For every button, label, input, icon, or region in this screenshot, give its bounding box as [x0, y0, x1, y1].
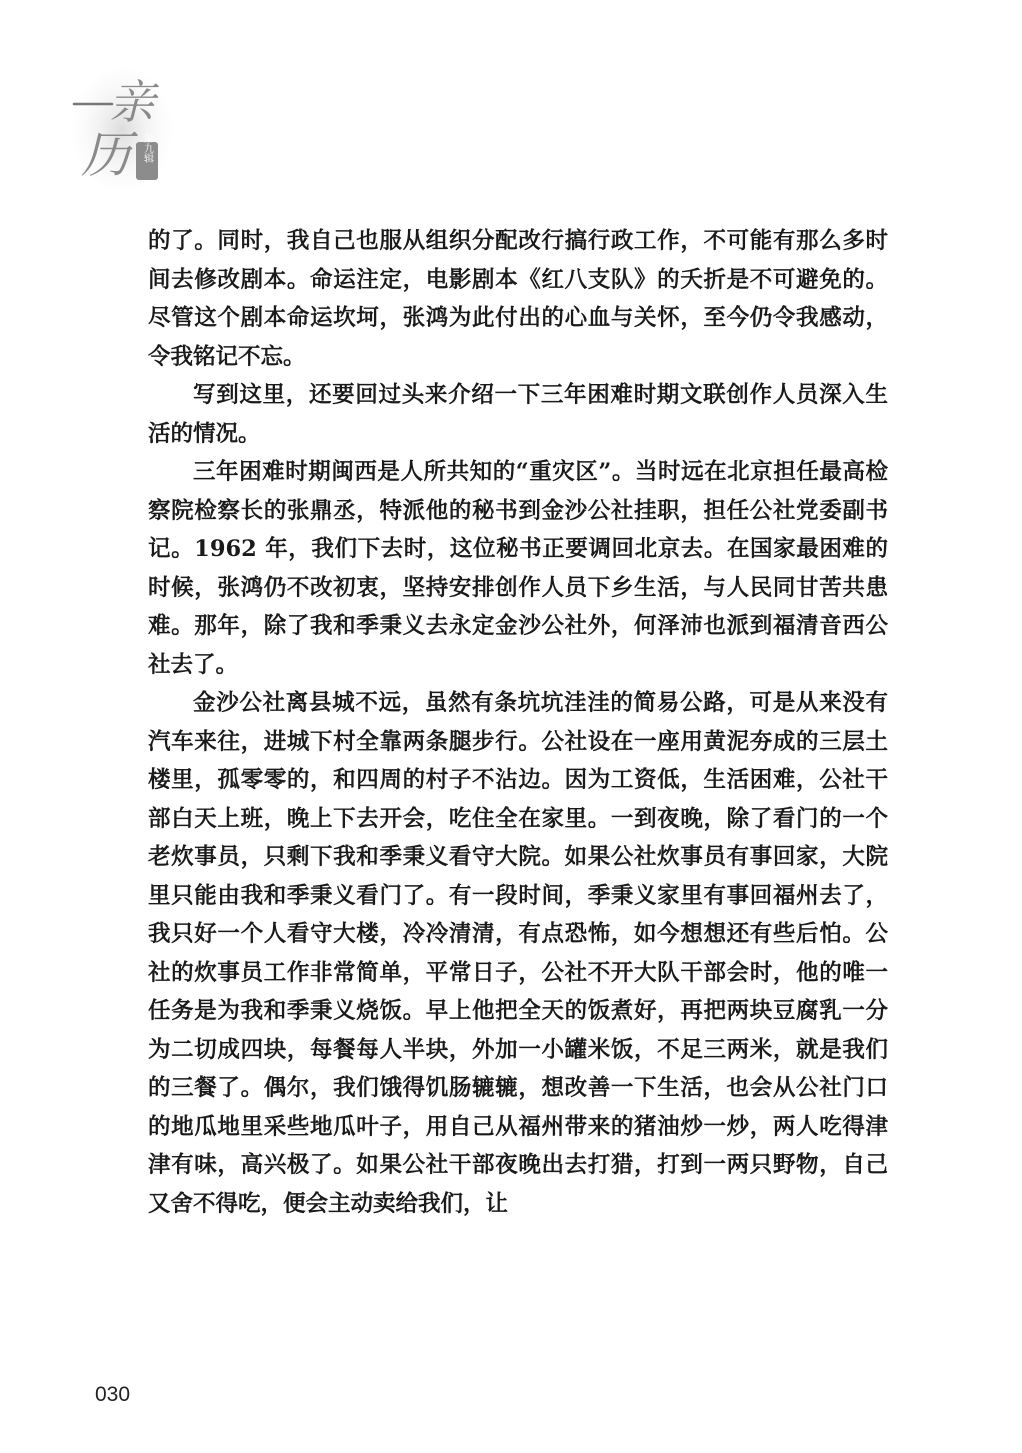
paragraph-4: 金沙公社离县城不远，虽然有条坑坑洼洼的简易公路，可是从来没有汽车来往，进城下村全靠两条腿步行。公社设在一座用黄泥夯成的三层土楼里，孤零零的，和四周的村子不沾边。因为工资低，生活困难，公社干部白天上班，晚上下去开会，吃住全在家里。一到夜晚，除了看门的一个老炊事员，只剩下我和季秉义看守大院。如果公社炊事员有事回家，大院里只能由我和季秉义看门了。有一段时间，季秉义家里有事回福州去了，我只好一个人看守大楼，冷冷清清，有点恐怖，如今想想还有些后怕。公社的炊事员工作非常简单，平常日子，公社不开大队干部会时，他的唯一任务是为我和季秉义烧饭。早上他把全天的饭煮好，再把两块豆腐乳一分为二切成四块，每餐每人半块，外加一小罐米饭，不足三两米，就是我们的三餐了。偶尔，我们饿得饥肠辘辘，想改善一下生活，也会从公社门口的地瓜地里采些地瓜叶子，用自己从福州带来的猪油炒一炒，两人吃得津津有味，高兴极了。如果公社干部夜晚出去打猎，打到一两只野物，自己又舍不得吃，便会主动卖给我们，让 [148, 690, 888, 1217]
logo-badge: 第九辑 [141, 133, 153, 163]
paragraph-1: 的了。同时，我自己也服从组织分配改行搞行政工作，不可能有那么多时间去修改剧本。命运注定，电影剧本《红八支队》的夭折是不可避免的。尽管这个剧本命运坎坷，张鸿为此付出的心血与关怀，至今仍令我感动，令我铭记不忘。 [148, 228, 888, 370]
body-text [148, 222, 888, 1223]
paragraph-3: 三年困难时期闽西是人所共知的“重灾区”。当时远在北京担任最高检察院检察长的张鼎丞，特派他的秘书到金沙公社挂职，担任公社党委副书记。1962 年，我们下去时，这位秘书正要调回北京去。在国家最困难的时候，张鸿仍不改初衷，坚持安排创作人员下乡生活，与人民同甘苦共患难。那年，除了我和季秉义去永定金沙公社外，何泽沛也派到福清音西公社去了。 [148, 459, 888, 678]
logo-char-1: 亲 [109, 75, 155, 129]
page-number: 030 [95, 1383, 131, 1406]
logo-graphic [72, 60, 172, 190]
logo-char-2: 历 [81, 126, 131, 184]
book-series-logo [72, 60, 172, 190]
paragraph-2: 写到这里，还要回过头来介绍一下三年困难时期文联创作人员深入生活的情况。 [148, 382, 888, 447]
